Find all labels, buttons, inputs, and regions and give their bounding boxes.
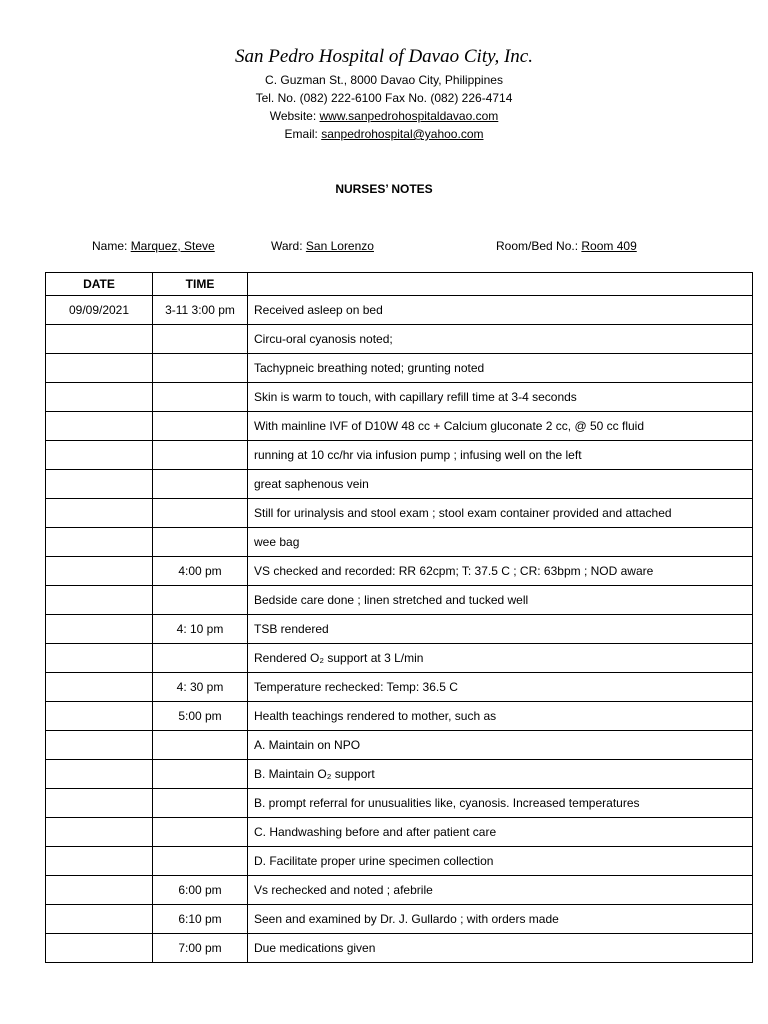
date-cell xyxy=(46,470,153,499)
patient-room-label: Room/Bed No.: xyxy=(496,239,582,253)
table-row xyxy=(46,702,753,731)
table-row xyxy=(46,412,753,441)
time-cell xyxy=(153,470,248,499)
date-cell xyxy=(46,760,153,789)
time-cell: 3-11 3:00 pm xyxy=(153,296,248,325)
patient-name-value: Marquez, Steve xyxy=(130,239,215,253)
table-row xyxy=(46,615,753,644)
note-cell: A. Maintain on NPO xyxy=(248,731,753,760)
time-cell xyxy=(153,354,248,383)
date-cell xyxy=(46,383,153,412)
note-cell: Still for urinalysis and stool exam ; stool exam container provided and attached xyxy=(248,499,753,528)
hospital-website-line xyxy=(0,108,768,124)
date-cell xyxy=(46,615,153,644)
note-cell: VS checked and recorded: RR 62cpm; T: 37.5 C ; CR: 63bpm ; NOD aware xyxy=(248,557,753,586)
patient-ward-field xyxy=(271,239,374,253)
note-cell: wee bag xyxy=(248,528,753,557)
note-cell: Bedside care done ; linen stretched and tucked well xyxy=(248,586,753,615)
date-cell xyxy=(46,905,153,934)
time-cell: 6:10 pm xyxy=(153,905,248,934)
note-cell: Rendered O₂ support at 3 L/min xyxy=(248,644,753,673)
note-cell: great saphenous vein xyxy=(248,470,753,499)
time-cell xyxy=(153,731,248,760)
table-body xyxy=(46,296,753,963)
date-cell xyxy=(46,354,153,383)
note-cell: Received asleep on bed xyxy=(248,296,753,325)
date-cell xyxy=(46,847,153,876)
patient-name-field xyxy=(92,239,215,253)
table-row xyxy=(46,470,753,499)
time-cell: 4: 30 pm xyxy=(153,673,248,702)
date-cell: 09/09/2021 xyxy=(46,296,153,325)
table-row xyxy=(46,789,753,818)
date-cell xyxy=(46,934,153,963)
table-row xyxy=(46,934,753,963)
email-link[interactable]: sanpedrohospital@yahoo.com xyxy=(321,127,484,141)
note-cell: Tachypneic breathing noted; grunting noted xyxy=(248,354,753,383)
date-cell xyxy=(46,586,153,615)
patient-name-label: Name: xyxy=(92,239,131,253)
table-row xyxy=(46,441,753,470)
patient-ward-label: Ward: xyxy=(271,239,306,253)
date-cell xyxy=(46,731,153,760)
time-cell xyxy=(153,847,248,876)
note-cell: D. Facilitate proper urine specimen collection xyxy=(248,847,753,876)
note-cell: Skin is warm to touch, with capillary refill time at 3-4 seconds xyxy=(248,383,753,412)
patient-room-value: Room 409 xyxy=(581,239,637,253)
table-row xyxy=(46,383,753,412)
table-row xyxy=(46,644,753,673)
date-cell xyxy=(46,673,153,702)
time-cell: 4:00 pm xyxy=(153,557,248,586)
website-label: Website: xyxy=(269,109,320,123)
note-cell: Due medications given xyxy=(248,934,753,963)
email-label: Email: xyxy=(284,127,322,141)
hospital-name: San Pedro Hospital of Davao City, Inc. xyxy=(235,46,533,67)
nurses-notes-table xyxy=(45,272,753,963)
time-cell xyxy=(153,441,248,470)
time-cell xyxy=(153,818,248,847)
note-cell: With mainline IVF of D10W 48 cc + Calcium gluconate 2 cc, @ 50 cc fluid xyxy=(248,412,753,441)
table-row xyxy=(46,905,753,934)
time-cell xyxy=(153,325,248,354)
table-row xyxy=(46,528,753,557)
column-header-date: DATE xyxy=(46,273,153,296)
hospital-tel-fax: Tel. No. (082) 222-6100 Fax No. (082) 226-4714 xyxy=(255,91,513,105)
date-cell xyxy=(46,818,153,847)
time-cell: 5:00 pm xyxy=(153,702,248,731)
table-row xyxy=(46,818,753,847)
note-cell: C. Handwashing before and after patient care xyxy=(248,818,753,847)
note-cell: Seen and examined by Dr. J. Gullardo ; with orders made xyxy=(248,905,753,934)
date-cell xyxy=(46,876,153,905)
time-cell xyxy=(153,528,248,557)
table-row xyxy=(46,557,753,586)
table-row xyxy=(46,847,753,876)
patient-room-field xyxy=(496,239,637,253)
table-row xyxy=(46,325,753,354)
time-cell xyxy=(153,586,248,615)
note-cell: B. Maintain O₂ support xyxy=(248,760,753,789)
date-cell xyxy=(46,441,153,470)
time-cell xyxy=(153,760,248,789)
time-cell xyxy=(153,644,248,673)
time-cell xyxy=(153,383,248,412)
hospital-email-line xyxy=(0,126,768,142)
table-row xyxy=(46,760,753,789)
note-cell: Circu-oral cyanosis noted; xyxy=(248,325,753,354)
table-row xyxy=(46,296,753,325)
note-cell: Health teachings rendered to mother, such as xyxy=(248,702,753,731)
note-cell: Vs rechecked and noted ; afebrile xyxy=(248,876,753,905)
table-row xyxy=(46,673,753,702)
date-cell xyxy=(46,557,153,586)
date-cell xyxy=(46,528,153,557)
table-row xyxy=(46,876,753,905)
table-row xyxy=(46,586,753,615)
date-cell xyxy=(46,412,153,441)
time-cell: 7:00 pm xyxy=(153,934,248,963)
table-row xyxy=(46,731,753,760)
time-cell xyxy=(153,412,248,441)
hospital-address: C. Guzman St., 8000 Davao City, Philippines xyxy=(265,73,503,87)
table-row xyxy=(46,499,753,528)
date-cell xyxy=(46,789,153,818)
note-cell: B. prompt referral for unusualities like, cyanosis. Increased temperatures xyxy=(248,789,753,818)
time-cell xyxy=(153,789,248,818)
table-header-row xyxy=(46,273,753,296)
document-title: NURSES’ NOTES xyxy=(335,182,433,196)
column-header-time: TIME xyxy=(153,273,248,296)
date-cell xyxy=(46,499,153,528)
column-header-notes xyxy=(248,273,753,296)
time-cell xyxy=(153,499,248,528)
date-cell xyxy=(46,325,153,354)
website-link[interactable]: www.sanpedrohospitaldavao.com xyxy=(319,109,499,123)
date-cell xyxy=(46,702,153,731)
time-cell: 6:00 pm xyxy=(153,876,248,905)
note-cell: Temperature rechecked: Temp: 36.5 C xyxy=(248,673,753,702)
patient-ward-value: San Lorenzo xyxy=(305,239,374,253)
date-cell xyxy=(46,644,153,673)
time-cell: 4: 10 pm xyxy=(153,615,248,644)
note-cell: TSB rendered xyxy=(248,615,753,644)
table-row xyxy=(46,354,753,383)
note-cell: running at 10 cc/hr via infusion pump ; infusing well on the left xyxy=(248,441,753,470)
